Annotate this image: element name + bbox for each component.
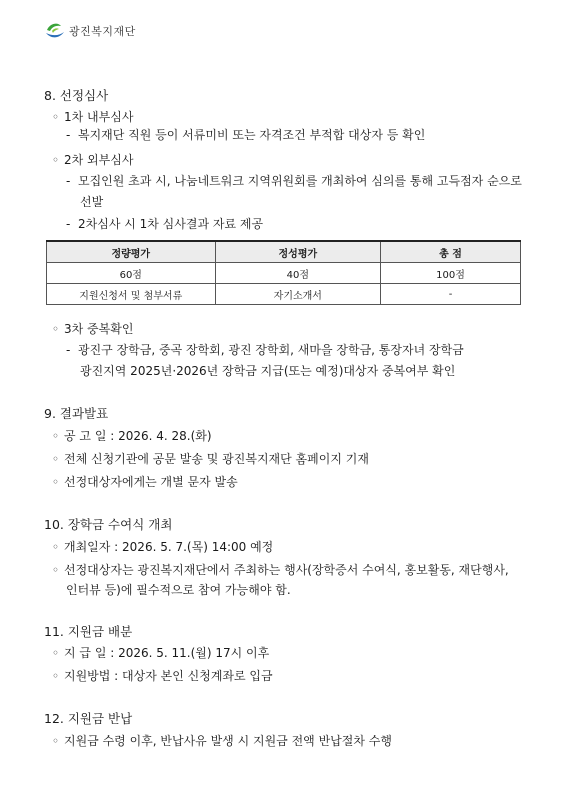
table-cell: 자기소개서 <box>215 284 381 305</box>
ceremony-item: ◦ 개최일자 : 2026. 5. 7.(목) 14:00 예정 <box>52 540 274 554</box>
table-row <box>47 263 521 284</box>
announce-item: ◦ 전체 신청기관에 공문 발송 및 광진복지재단 홈페이지 기재 <box>52 452 369 466</box>
circle-bullet-icon: ◦ <box>52 646 60 660</box>
round2-detail-1-cont: 선발 <box>80 195 104 209</box>
round3-item <box>52 320 133 337</box>
circle-bullet-icon: ◦ <box>52 475 60 489</box>
round1-detail: - 복지재단 직원 등이 서류미비 또는 자격조건 부적합 대상자 등 확인 <box>66 125 536 146</box>
section-12-title: 12. 지원금 반납 <box>44 711 133 726</box>
circle-bullet-icon: ◦ <box>52 153 60 167</box>
circle-bullet-icon: ◦ <box>52 322 60 336</box>
table-cell: 40점 <box>215 263 381 284</box>
circle-bullet-icon: ◦ <box>52 429 60 443</box>
table-cell: 지원신청서 및 첨부서류 <box>47 284 216 305</box>
section-10-title: 10. 장학금 수여식 개최 <box>44 517 173 532</box>
circle-bullet-icon: ◦ <box>52 734 60 748</box>
round2-label: 2차 외부심사 <box>64 153 134 167</box>
foundation-name: 광진복지재단 <box>69 25 136 38</box>
dash-bullet-icon: - <box>66 174 71 188</box>
section-9-title: 9. 결과발표 <box>44 406 109 421</box>
dash-bullet-icon: - <box>66 128 71 142</box>
refund-item: ◦ 지원금 수령 이후, 반납사유 발생 시 지원금 전액 반납절차 수행 <box>52 734 392 748</box>
dash-bullet-icon: - <box>66 217 71 231</box>
table-cell: - <box>381 284 521 305</box>
foundation-logo <box>44 20 136 42</box>
table-header: 총 점 <box>381 241 521 263</box>
payment-item: ◦ 지 급 일 : 2026. 5. 11.(월) 17시 이후 <box>52 646 270 660</box>
round1-label: 1차 내부심사 <box>64 110 134 124</box>
announce-item: ◦ 공 고 일 : 2026. 4. 28.(화) <box>52 429 212 443</box>
round2-item <box>52 151 133 168</box>
announce-item: ◦ 선정대상자에게는 개별 문자 발송 <box>52 475 238 489</box>
circle-bullet-icon: ◦ <box>52 669 60 683</box>
round2-detail-1: - 모집인원 초과 시, 나눔네트워크 지역위원회를 개최하여 심의를 통해 고득점자 순으로 <box>66 171 536 192</box>
section-11-title: 11. 지원금 배분 <box>44 624 133 639</box>
foundation-logo-icon <box>44 20 66 42</box>
round1-item <box>52 108 133 125</box>
score-table <box>46 240 521 305</box>
circle-bullet-icon: ◦ <box>52 540 60 554</box>
ceremony-item: ◦ 선정대상자는 광진복지재단에서 주최하는 행사(장학증서 수여식, 홍보활동, 재단행사, <box>52 563 509 577</box>
ceremony-item-cont: 인터뷰 등)에 필수적으로 참여 가능해야 함. <box>66 583 291 597</box>
payment-item: ◦ 지원방법 : 대상자 본인 신청계좌로 입금 <box>52 669 273 683</box>
table-cell: 100점 <box>381 263 521 284</box>
table-header: 정성평가 <box>215 241 381 263</box>
table-header: 정량평가 <box>47 241 216 263</box>
table-cell: 60점 <box>47 263 216 284</box>
round3-detail: - 광진구 장학금, 중곡 장학회, 광진 장학회, 새마을 장학금, 통장자녀 장학금 <box>66 340 536 361</box>
round2-detail-2: - 2차심사 시 1차 심사결과 자료 제공 <box>66 214 536 235</box>
round3-label: 3차 중복확인 <box>64 322 134 336</box>
dash-bullet-icon: - <box>66 343 71 357</box>
circle-bullet-icon: ◦ <box>52 110 60 124</box>
circle-bullet-icon: ◦ <box>52 452 60 466</box>
table-row <box>47 284 521 305</box>
circle-bullet-icon: ◦ <box>52 563 60 577</box>
section-8-title: 8. 선정심사 <box>44 88 109 103</box>
table-header-row <box>47 241 521 263</box>
round3-detail-cont: 광진지역 2025년·2026년 장학금 지급(또는 예정)대상자 중복여부 확인 <box>80 364 456 378</box>
